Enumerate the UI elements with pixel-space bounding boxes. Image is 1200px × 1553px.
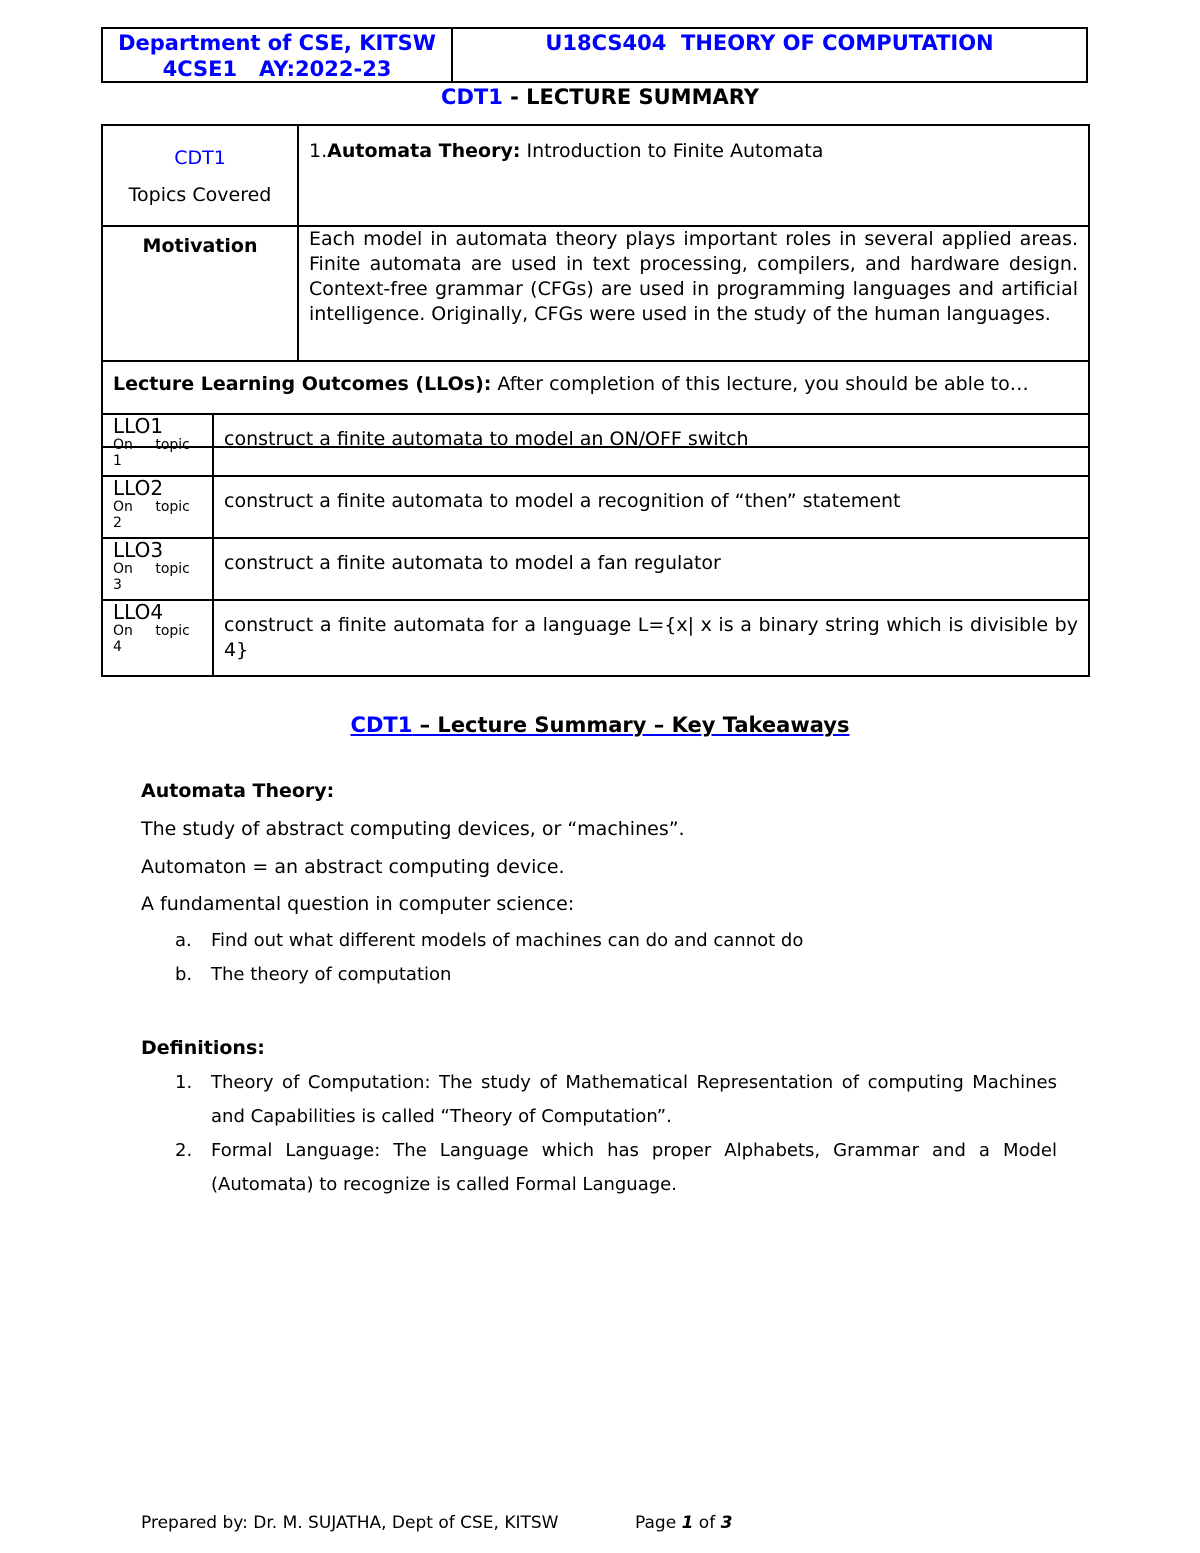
definitions-heading: Definitions: (141, 1037, 265, 1059)
automata-theory-heading: Automata Theory: (141, 780, 335, 802)
motivation-label: Motivation (102, 226, 298, 361)
page-current: 1 (681, 1513, 694, 1533)
sub-list-item (175, 930, 803, 951)
llo-on-topic: On topic (113, 623, 190, 639)
llo-text: construct a finite automata to model an ON/OFF switch (213, 414, 1089, 476)
page-of: of (693, 1513, 721, 1533)
prepared-by: Prepared by: Dr. M. SUJATHA, Dept of CSE, KITSW (141, 1513, 559, 1533)
list-text: The theory of computation (211, 964, 452, 985)
llo-text: construct a finite automata to model a recognition of “then” statement (213, 476, 1089, 538)
llo-code-cell (102, 476, 213, 538)
takeaway-line: The study of abstract computing devices, or “machines”. (141, 818, 685, 840)
lecture-summary-title (0, 85, 1200, 109)
motivation-text: Each model in automata theory plays important roles in several applied areas. Finite automata are used in text processing, compilers, and hardware design. Context-free grammar (CFGs) are used in programming languages and artificial intelligence. Originally, CFGs were used in the study of the human languages. (298, 226, 1089, 361)
definition-text: Theory of Computation: The study of Mathematical Representation of computing Machines and Capabilities is called “Theory of Computation”. (211, 1072, 1057, 1127)
llo-on-topic: On topic (113, 499, 190, 515)
header-department-cell (103, 29, 453, 81)
topic-number: 1. (309, 140, 328, 162)
llo-text: construct a finite automata to model a fan regulator (213, 538, 1089, 600)
class-year: 4CSE1 AY:2022-23 (162, 57, 392, 81)
takeaway-line: Automaton = an abstract computing device. (141, 856, 565, 878)
llo-id: LLO4 (113, 600, 164, 624)
document-header (101, 27, 1088, 83)
llo-row (102, 476, 1089, 538)
list-text: Find out what different models of machines can do and cannot do (211, 930, 804, 951)
topic-text: Introduction to Finite Automata (520, 140, 824, 162)
key-takeaways-title (0, 713, 1200, 737)
llo-row (102, 600, 1089, 676)
definition-marker: 2. (175, 1140, 193, 1161)
topics-label-cell (102, 125, 298, 226)
course-title: U18CS404 THEORY OF COMPUTATION (545, 31, 994, 55)
list-marker: a. (175, 930, 192, 951)
llo-row (102, 414, 1089, 476)
llo-table (101, 413, 1090, 677)
llo-id: LLO1 (113, 414, 164, 438)
definition-marker: 1. (175, 1072, 193, 1093)
summary-table (101, 124, 1090, 448)
topics-label: Topics Covered (128, 184, 272, 206)
llo-row (102, 538, 1089, 600)
page-number (635, 1513, 732, 1533)
llo-topic-num: 4 (113, 639, 122, 655)
llo-header-bold: Lecture Learning Outcomes (LLOs): (113, 373, 492, 395)
llo-code-cell (102, 414, 213, 476)
subtitle-text: - LECTURE SUMMARY (502, 85, 759, 109)
definitions-list (175, 1066, 1057, 1202)
subtitle-code: CDT1 (441, 85, 503, 109)
topics-content-cell (298, 125, 1089, 226)
department-name: Department of CSE, KITSW (118, 31, 436, 55)
definition-item (175, 1134, 1057, 1202)
llo-code-cell (102, 538, 213, 600)
llo-id: LLO3 (113, 538, 164, 562)
llo-topic-num: 2 (113, 515, 122, 531)
llo-on-topic: On topic (113, 437, 190, 453)
sub-list-item (175, 964, 451, 985)
takeaways-code: CDT1 (350, 713, 413, 737)
llo-id: LLO2 (113, 476, 164, 500)
definition-item (175, 1066, 1057, 1134)
page-footer (141, 1513, 733, 1533)
motivation-row (102, 226, 1089, 361)
takeaway-line: A fundamental question in computer science: (141, 893, 575, 915)
page-total: 3 (720, 1513, 733, 1533)
llo-topic-num: 3 (113, 577, 122, 593)
llo-header-text: After completion of this lecture, you should be able to… (491, 373, 1029, 395)
llo-text: construct a finite automata for a language L={x| x is a binary string which is divisible by 4} (213, 600, 1089, 676)
llo-code-cell (102, 600, 213, 676)
topics-code: CDT1 (174, 147, 226, 169)
llo-topic-num: 1 (113, 453, 122, 469)
llo-on-topic: On topic (113, 561, 190, 577)
page-label: Page (635, 1513, 682, 1533)
topic-bold: Automata Theory: (327, 140, 521, 162)
takeaways-title-text: – Lecture Summary – Key Takeaways (412, 713, 850, 737)
topics-row (102, 125, 1089, 226)
list-marker: b. (175, 964, 193, 985)
definition-text: Formal Language: The Language which has proper Alphabets, Grammar and a Model (Automata) to recognize is called Formal Language. (211, 1140, 1057, 1195)
